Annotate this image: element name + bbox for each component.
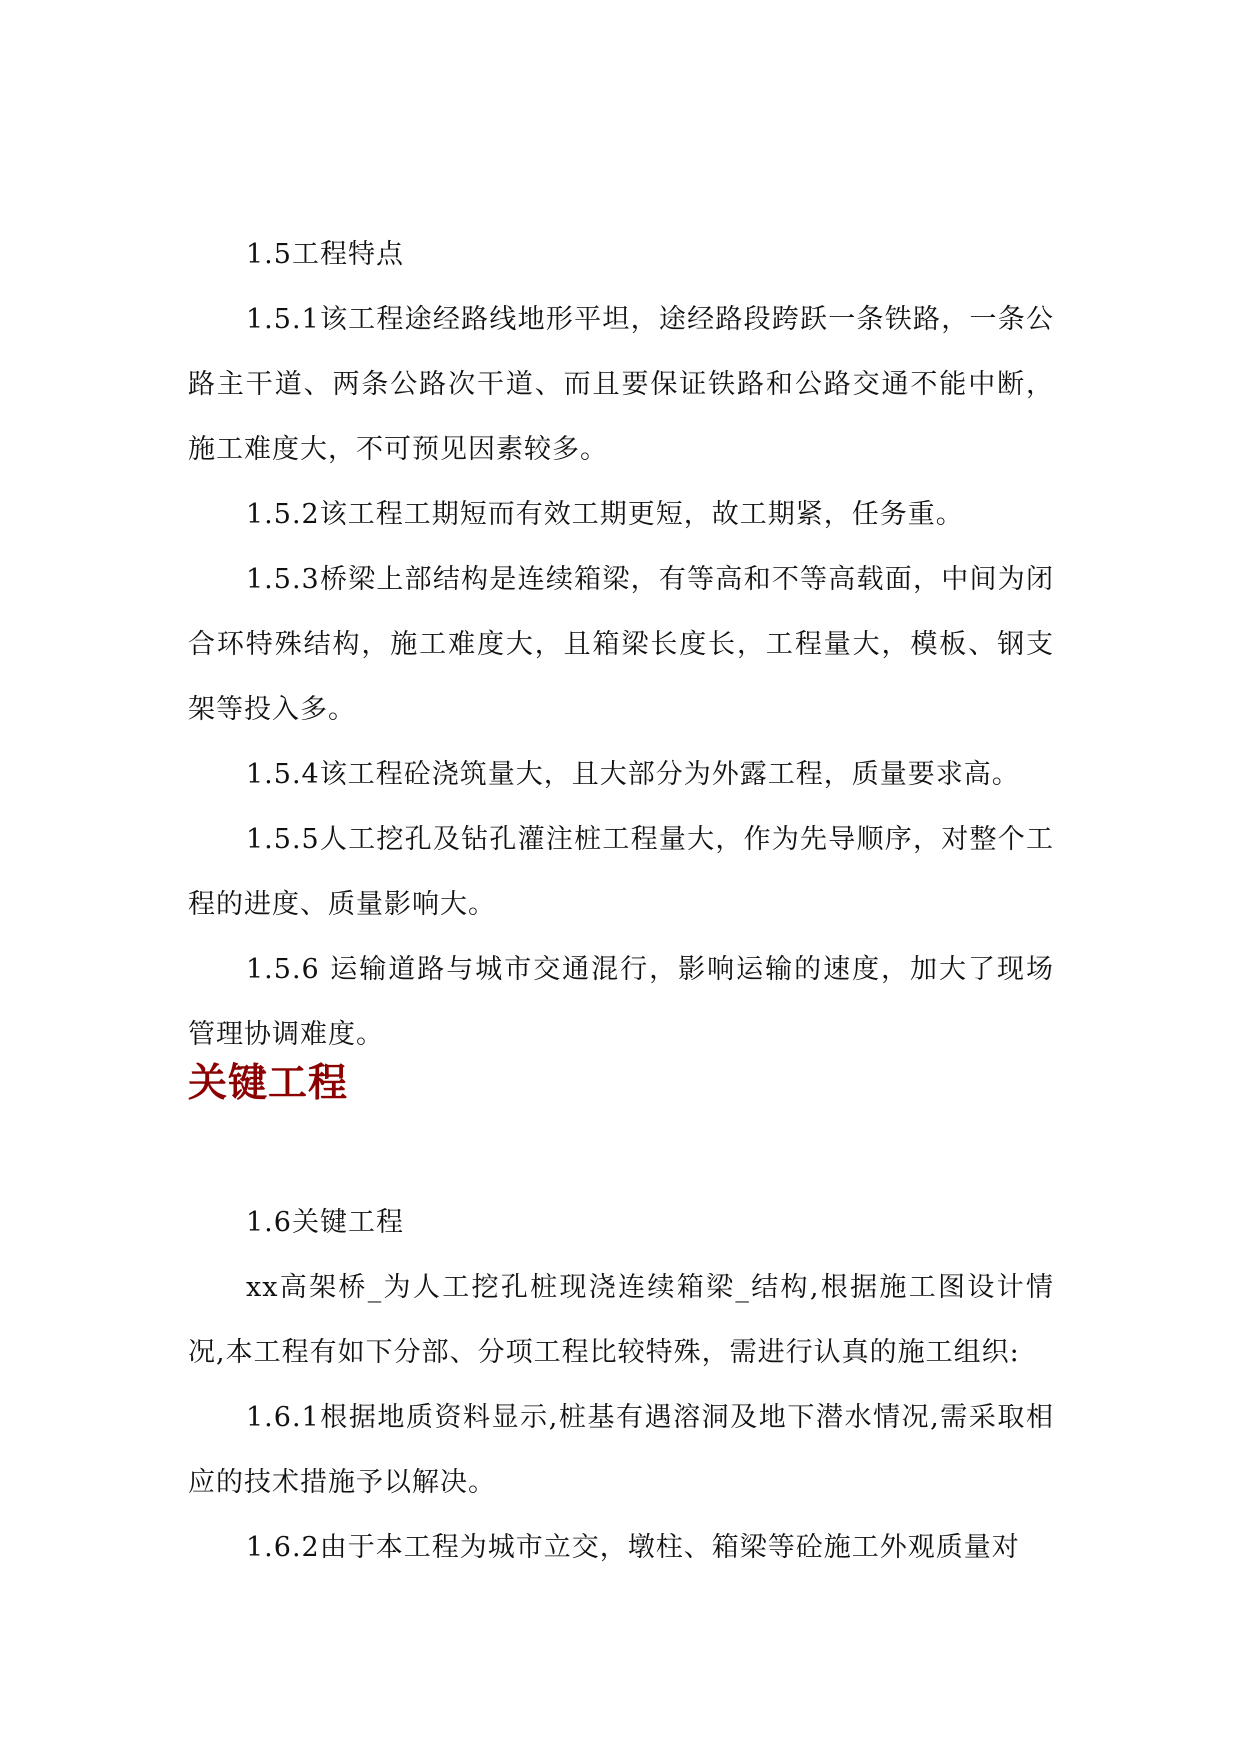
paragraph-1-5-2: 1.5.2该工程工期短而有效工期更短，故工期紧，任务重。 bbox=[246, 499, 964, 530]
section-project-features bbox=[188, 222, 1054, 1067]
paragraph-1-6-title: 1.6关键工程 bbox=[246, 1207, 404, 1238]
paragraph-1-6-2: 1.6.2由于本工程为城市立交，墩柱、箱梁等砼施工外观质量对 bbox=[246, 1532, 1020, 1563]
section-key-works bbox=[188, 1190, 1054, 1580]
paragraph-1-5-title: 1.5工程特点 bbox=[246, 239, 404, 270]
paragraph-1-6-1: 1.6.1根据地质资料显示,桩基有遇溶洞及地下潜水情况,需采取相应的技术措施予以解决。 bbox=[188, 1402, 1054, 1498]
section-heading: 关键工程 bbox=[188, 1061, 349, 1106]
paragraph-1-5-3: 1.5.3桥梁上部结构是连续箱梁，有等高和不等高载面，中间为闭合环特殊结构，施工难度大，且箱梁长度长，工程量大，模板、钢支架等投入多。 bbox=[188, 564, 1054, 725]
paragraph-1-5-1: 1.5.1该工程途经路线地形平坦，途经路段跨跃一条铁路，一条公路主干道、两条公路次干道、而且要保证铁路和公路交通不能中断，施工难度大，不可预见因素较多。 bbox=[188, 304, 1054, 465]
paragraph-1-5-5: 1.5.5人工挖孔及钻孔灌注桩工程量大，作为先导顺序，对整个工程的进度、质量影响大。 bbox=[188, 824, 1054, 920]
paragraph-1-5-4: 1.5.4该工程砼浇筑量大，且大部分为外露工程，质量要求高。 bbox=[246, 759, 1020, 790]
paragraph-1-5-6: 1.5.6 运输道路与城市交通混行，影响运输的速度，加大了现场管理协调难度。 bbox=[188, 954, 1054, 1050]
paragraph-1-6-intro: xx高架桥_为人工挖孔桩现浇连续箱梁_结构,根据施工图设计情况,本工程有如下分部、分项工程比较特殊，需进行认真的施工组织: bbox=[188, 1272, 1054, 1368]
